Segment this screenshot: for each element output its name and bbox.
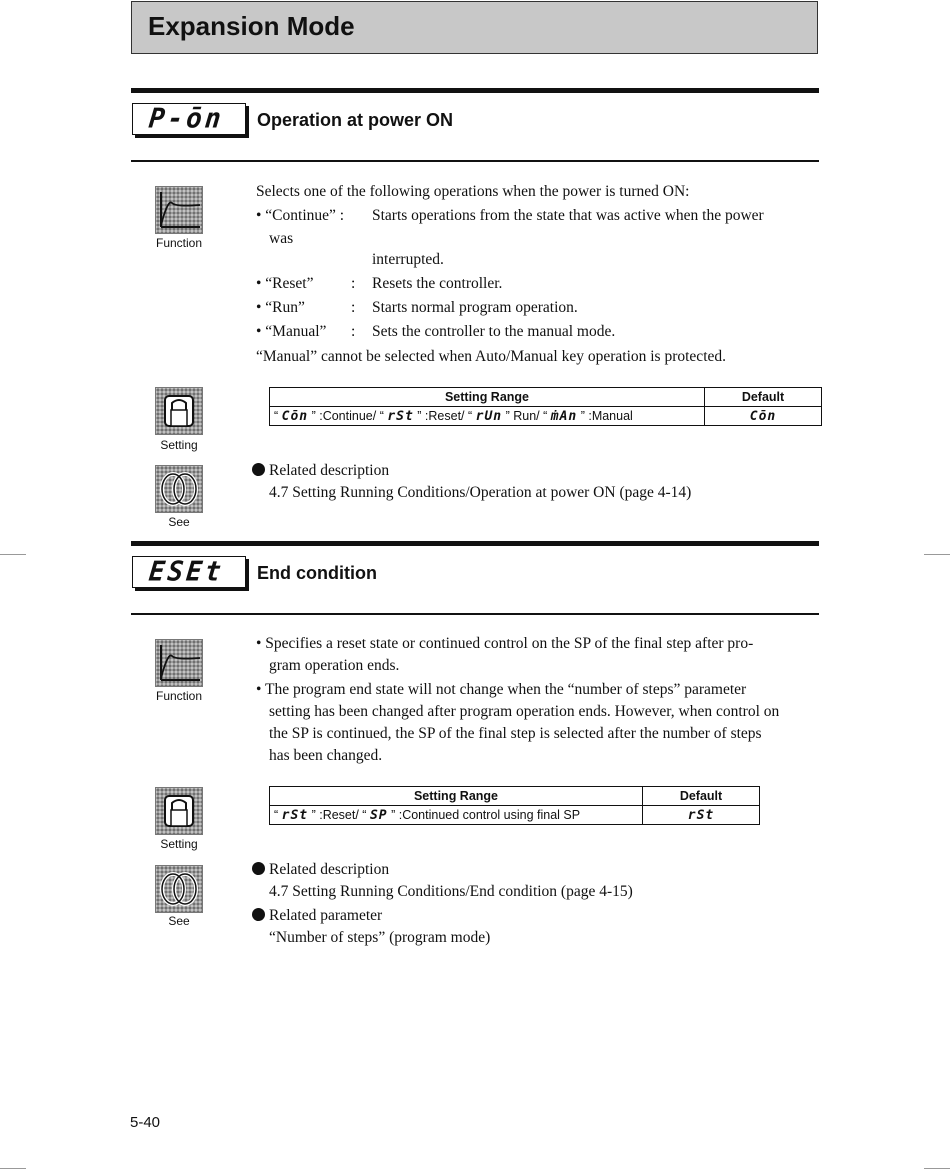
section-title: Operation at power ON xyxy=(257,110,454,130)
option-reset-desc: Resets the controller. xyxy=(372,275,503,292)
option-manual-desc: Sets the controller to the manual mode. xyxy=(372,323,616,340)
see-icon xyxy=(155,465,203,513)
default-value: rSt xyxy=(687,807,715,823)
bullet-1-line-2: gram operation ends. xyxy=(269,657,400,674)
setting-icon xyxy=(155,387,203,435)
param-code-box xyxy=(132,103,246,135)
setting-range-table xyxy=(269,786,760,825)
param-code: ESEt xyxy=(147,556,226,588)
option-manual-sep: : xyxy=(351,323,356,340)
related-heading-text: Related description xyxy=(269,462,390,479)
related-description-text: 4.7 Setting Running Conditions/End condition (page 4-15) xyxy=(269,883,633,900)
default-value: Cōn xyxy=(749,408,777,424)
bullet-2-line-2: setting has been changed after program operation ends. However, when control on xyxy=(269,703,780,720)
function-icon xyxy=(155,186,203,234)
crop-mark xyxy=(924,1168,950,1169)
section-title: End condition xyxy=(257,563,377,583)
section-rule xyxy=(131,613,819,615)
bullet-2-line-4: has been changed. xyxy=(269,747,383,764)
range-text: ” :Continued control using final SP xyxy=(387,807,581,822)
range-code-rst: rSt xyxy=(281,807,309,823)
range-code-sp: SP xyxy=(369,807,388,823)
option-continue-interrupted: interrupted. xyxy=(372,251,444,268)
see-label: See xyxy=(168,914,190,928)
range-text: “ xyxy=(274,807,282,822)
option-reset-name: • “Reset” xyxy=(256,275,314,292)
setting-range-cell xyxy=(270,407,705,426)
range-code-run: rUn xyxy=(475,408,503,424)
option-continue-name: • “Continue” : xyxy=(256,207,345,224)
related-parameter-text: “Number of steps” (program mode) xyxy=(269,929,491,946)
related-description-heading xyxy=(252,460,389,482)
see-label: See xyxy=(168,515,190,529)
option-run-desc: Starts normal program operation. xyxy=(372,299,578,316)
setting-range-header: Setting Range xyxy=(270,787,643,806)
range-text: ” :Manual xyxy=(577,408,633,423)
default-header: Default xyxy=(705,388,822,407)
related-description-heading xyxy=(252,859,389,881)
crop-mark xyxy=(0,1168,26,1169)
bullet-2-line-3: the SP is continued, the SP of the final step is selected after the number of steps xyxy=(269,725,762,742)
bullet-icon xyxy=(252,908,265,921)
setting-icon xyxy=(155,787,203,835)
range-text: ” :Reset/ “ xyxy=(308,807,370,822)
option-run-sep: : xyxy=(351,299,356,316)
related-heading-text: Related description xyxy=(269,861,390,878)
range-code-man: ṁAn xyxy=(550,408,578,424)
param-code: P-ōn xyxy=(147,103,226,135)
range-code-con: Cōn xyxy=(281,408,309,424)
option-reset-sep: : xyxy=(351,275,356,292)
range-text: “ xyxy=(274,408,282,423)
param-code-box xyxy=(132,556,246,588)
default-cell xyxy=(705,407,822,426)
bullet-1-line-1: • Specifies a reset state or continued control on the SP of the final step after pro- xyxy=(256,635,754,652)
option-continue-desc: Starts operations from the state that was active when the power xyxy=(372,207,764,224)
setting-range-cell xyxy=(270,806,643,825)
page-number: 5-40 xyxy=(130,1114,161,1131)
section-rule xyxy=(131,160,819,162)
option-manual-name: • “Manual” xyxy=(256,323,327,340)
setting-range-table xyxy=(269,387,822,426)
option-continue-was: was xyxy=(269,230,294,247)
bullet-2-line-1: • The program end state will not change when the “number of steps” parameter xyxy=(256,681,747,698)
bullet-icon xyxy=(252,862,265,875)
page-title: Expansion Mode xyxy=(148,11,355,41)
crop-mark xyxy=(924,554,950,555)
range-code-rst: rSt xyxy=(387,408,414,424)
related-description-text: 4.7 Setting Running Conditions/Operation at power ON (page 4-14) xyxy=(269,484,692,501)
function-label: Function xyxy=(155,689,203,703)
function-label: Function xyxy=(155,236,203,250)
related-param-heading-text: Related parameter xyxy=(269,907,383,924)
section-divider xyxy=(131,541,819,546)
range-text: ” :Reset/ “ xyxy=(413,408,476,423)
see-icon xyxy=(155,865,203,913)
default-header: Default xyxy=(643,787,760,806)
setting-label: Setting xyxy=(160,837,198,851)
crop-mark xyxy=(0,554,26,555)
function-icon xyxy=(155,639,203,687)
manual-note: “Manual” cannot be selected when Auto/Manual key operation is protected. xyxy=(256,348,727,365)
option-run-name: • “Run” xyxy=(256,299,305,316)
default-cell xyxy=(643,806,760,825)
intro-text: Selects one of the following operations when the power is turned ON: xyxy=(256,183,690,200)
setting-label: Setting xyxy=(160,438,198,452)
range-text: ” Run/ “ xyxy=(502,408,551,423)
bullet-icon xyxy=(252,463,265,476)
section-divider xyxy=(131,88,819,93)
range-text: ” :Continue/ “ xyxy=(308,408,388,423)
setting-range-header: Setting Range xyxy=(270,388,705,407)
related-parameter-heading xyxy=(252,905,382,927)
